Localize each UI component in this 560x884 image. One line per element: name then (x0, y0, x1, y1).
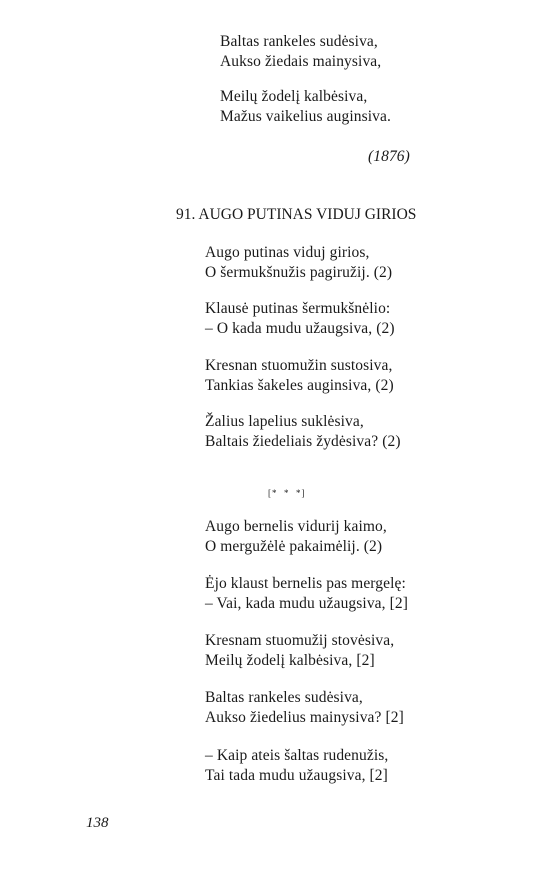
verse-line: Tai tada mudu užaugsiva, [2] (205, 767, 388, 784)
verse-line: Tankias šakeles auginsiva, (2) (205, 377, 394, 394)
verse-line: Baltais žiedeliais žydėsiva? (2) (205, 433, 401, 450)
verse-line: – O kada mudu užaugsiva, (2) (205, 320, 395, 337)
verse-line: Baltas rankeles sudėsiva, (220, 33, 378, 50)
verse-line: Žalius lapelius suklėsiva, (205, 413, 364, 430)
song-title: 91. AUGO PUTINAS VIDUJ GIRIOS (176, 206, 417, 223)
page-number: 138 (86, 815, 109, 831)
verse-line: Ėjo klaust bernelis pas mergelę: (205, 575, 406, 592)
verse-line: Aukso žiedelius mainysiva? [2] (205, 709, 404, 726)
section-separator: [* * *] (268, 488, 306, 498)
verse-line: Kresnan stuomužin sustosiva, (205, 357, 393, 374)
verse-line: Meilų žodelį kalbėsiva, [2] (205, 652, 375, 669)
verse-line: Augo bernelis vidurij kaimo, (205, 518, 387, 535)
verse-line: Kresnam stuomužij stovėsiva, (205, 632, 395, 649)
verse-line: Augo putinas viduj girios, (205, 244, 370, 261)
verse-line: O mergužėlė pakaimėlij. (2) (205, 538, 383, 555)
verse-line: Klausė putinas šermukšnėlio: (205, 300, 391, 317)
verse-line: Mažus vaikelius auginsiva. (220, 108, 391, 125)
verse-line: Meilų žodelį kalbėsiva, (220, 88, 368, 105)
verse-line: – Kaip ateis šaltas rudenužis, (205, 747, 389, 764)
verse-line: O šermukšnužis pagiružij. (2) (205, 264, 393, 281)
date-line: (1876) (368, 148, 410, 165)
verse-line: Aukso žiedais mainysiva, (220, 53, 382, 70)
verse-line: Baltas rankeles sudėsiva, (205, 689, 363, 706)
verse-line: – Vai, kada mudu užaugsiva, [2] (205, 595, 408, 612)
